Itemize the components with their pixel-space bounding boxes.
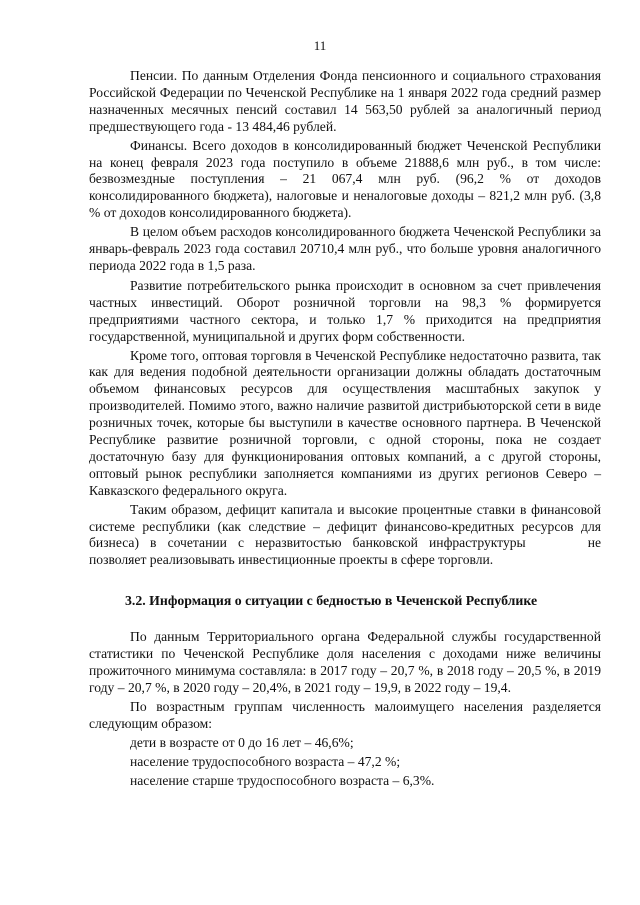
page-number: 11 [313, 38, 327, 53]
paragraph-consumer-market: Развитие потребительского рынка происходит в основном за счет привлечения частных инвестиций. Оборот розничной торговли на 98,3 % формируется предприятиями частного сектора, и только 1,7 % приходится на предприятия государственной, муниципальной и других форм собственности. [89, 277, 601, 344]
list-item: население трудоспособного возраста – 47,2 %; [130, 753, 401, 769]
paragraph-pensions: Пенсии. По данным Отделения Фонда пенсионного и социального страхования Российской Федерации по Чеченской Республике на 1 января 2022 года средний размер назначенных месячных пенсий составил 14 563,50 рублей за аналогичный период предшествующего года - 13 484,46 рублей. [89, 68, 601, 134]
paragraph-wholesale: Кроме того, оптовая торговля в Чеченской Республике недостаточно развита, так как для ведения подобной деятельности организации должны обладать достаточным объемом финансовых ресурсов для осуществления масштабных закупок у производителей. Помимо этого, важно наличие развитой дистрибьюторской сети в виде розничных точек, которые бы выступили в качестве основного партнера. В Чеченской Республике развитие розничной торговли, с одной стороны, пока не создает достаточную базу для функционирования оптовых компаний, а с другой стороны, оптовый рынок республики заполняется компаниями из других регионов Северо – Кавказского федерального округа. [89, 347, 601, 498]
paragraph-expenses: В целом объем расходов консолидированного бюджета Чеченской Республики за январь-февраль 2023 года составил 20710,4 млн руб., что больше уровня аналогичного периода 2022 года в 1,5 раза. [89, 224, 601, 273]
section-heading: 3.2. Информация о ситуации с бедностью в Чеченской Республике [125, 593, 538, 609]
paragraph-poverty-share: По данным Территориального органа Федеральной службы государственной статистики по Чеченской Республике доля населения с доходами ниже величины прожиточного минимума составляла: в 2017 году – 20,7 %, в 2018 году – 20,5 %, в 2019 году – 20,7 %, в 2020 году – 20,4%, в 2021 году – 19,9, в 2022 году – 19,4. [89, 629, 601, 695]
list-item: дети в возрасте от 0 до 16 лет – 46,6%; [130, 734, 354, 750]
paragraph-age-groups: По возрастным группам численность малоимущего населения разделяется следующим образом: [89, 698, 601, 731]
conclusion-part-1: Таким образом, дефицит капитала и высокие процентные ставки в финансовой системе республики (как следствие – дефицит финансово-кредитных ресурсов для бизнеса) в сочетании с неразвитостью банковской инфраструктуры [89, 501, 601, 551]
paragraph-finances: Финансы. Всего доходов в консолидированный бюджет Чеченской Республики на конец февраля 2023 года поступило в объеме 21888,6 млн руб., в том числе: безвозмездные поступления – 21 067,4 млн руб. (96,2 % от доходов консолидированного бюджета), налоговые и неналоговые доходы – 821,2 млн руб. (3,8 % от доходов консолидированного бюджета). [89, 137, 601, 221]
paragraph-conclusion [89, 502, 601, 570]
list-item: население старше трудоспособного возраста – 6,3%. [130, 772, 435, 788]
document-body [89, 68, 601, 789]
conclusion-part-2: не позволяет реализовывать инвестиционные проекты в сфере торговли. [89, 535, 601, 568]
